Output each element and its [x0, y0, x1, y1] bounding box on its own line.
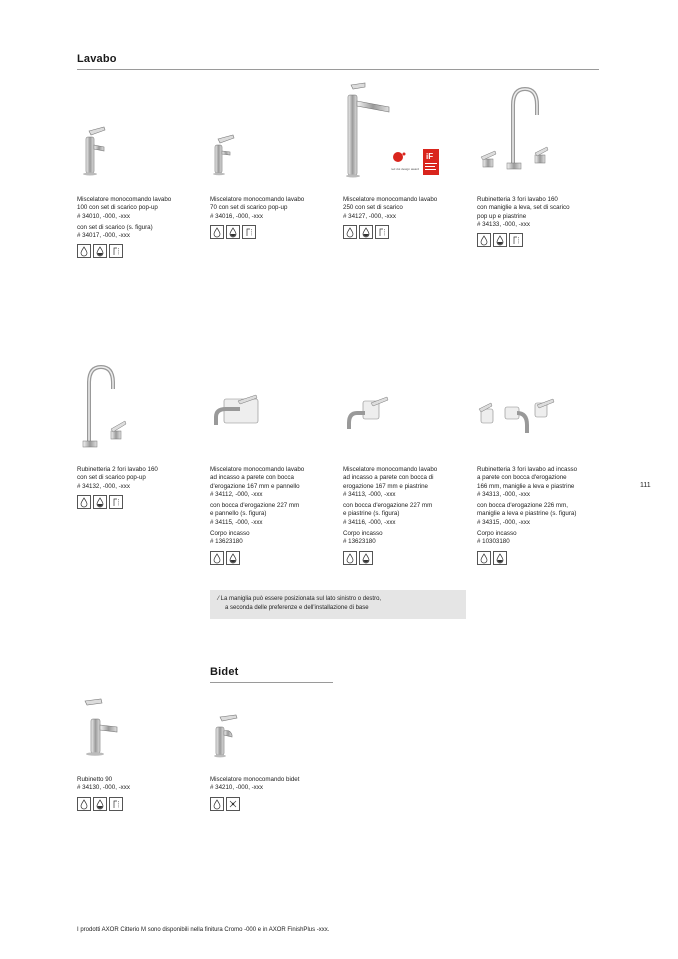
bidet-mixer-image — [210, 665, 338, 775]
wall-mounted-three-hole-image — [477, 355, 605, 465]
article-number: # 34113, -000, -xxx — [343, 490, 396, 498]
footer-note: I prodotti AXOR Citterio M sono disponibili nella finitura Cromo -000 e in AXOR FinishPlus -xxx. — [77, 927, 330, 933]
text-line: ad incasso a parete con bocca di — [343, 474, 434, 482]
red-dot-label: red dot design award — [391, 167, 420, 171]
spout-height-icon — [242, 225, 256, 239]
text-line: maniglie a leva e piastrine (s. figura) — [477, 510, 577, 518]
text-line: Rubinetteria 2 fori lavabo 160 — [77, 466, 158, 473]
spout-height-icon — [375, 225, 389, 239]
article-number: # 34010, -000, -xxx — [77, 212, 130, 220]
article-number: # 13623180 — [210, 538, 243, 546]
tap-90-image — [77, 665, 205, 775]
text-line: 250 con set di scarico — [343, 204, 403, 212]
text-line: Miscelatore monocomando lavabo — [343, 466, 438, 473]
page-number: 111 — [640, 482, 651, 489]
wall-mounted-mixer-plates-image — [343, 355, 471, 465]
red-dot-award-logo — [391, 150, 420, 174]
text-line: con set di scarico (s. figura) — [77, 223, 153, 231]
text-line: Miscelatore monocomando lavabo — [210, 466, 305, 473]
article-number: # 34127, -000, -xxx — [343, 212, 396, 220]
text-line: con bocca d'erogazione 227 mm — [343, 502, 433, 510]
article-number: # 34133, -000, -xxx — [477, 220, 530, 228]
text-line: e piastrine (s. figura) — [343, 510, 400, 518]
basin-mixer-70-image — [210, 85, 338, 195]
water-drop-icon — [477, 551, 491, 565]
text-line: 70 con set di scarico pop-up — [210, 204, 288, 212]
text-line: 166 mm, maniglie a leva e piastrine — [477, 482, 575, 490]
text-line: Corpo incasso — [343, 530, 383, 538]
article-number: # 34112, -000, -xxx — [210, 490, 263, 498]
two-hole-basin-mixer-image — [77, 355, 205, 465]
eco-smart-icon — [93, 797, 107, 811]
text-line: con bocca d'erogazione 227 mm — [210, 502, 300, 510]
water-drop-icon — [477, 233, 491, 247]
basin-mixer-250-image — [343, 85, 471, 195]
basin-mixer-100-image — [77, 85, 205, 195]
note-box — [210, 590, 466, 619]
article-number: # 34115, -000, -xxx — [210, 518, 263, 526]
eco-smart-icon — [493, 551, 507, 565]
article-number: # 34210, -000, -xxx — [210, 784, 263, 792]
water-drop-icon — [343, 551, 357, 565]
eco-smart-icon — [93, 244, 107, 258]
text-line: con maniglie a leva, set di scarico — [477, 204, 570, 212]
text-line: con bocca d'erogazione 226 mm, — [477, 502, 568, 510]
eco-smart-icon — [359, 225, 373, 239]
article-number: # 34017, -000, -xxx — [77, 232, 130, 240]
eco-smart-icon — [493, 233, 507, 247]
water-drop-icon — [77, 797, 91, 811]
water-drop-icon — [77, 495, 91, 509]
three-hole-basin-mixer-image — [477, 85, 605, 195]
article-number: # 34132, -000, -xxx — [77, 482, 130, 490]
text-line: Miscelatore monocomando lavabo — [77, 196, 172, 203]
text-line: Corpo incasso — [210, 530, 250, 538]
text-line: a parete con bocca d'erogazione — [477, 474, 567, 482]
article-number: # 13623180 — [343, 538, 376, 546]
water-drop-icon — [210, 551, 224, 565]
spout-height-icon — [109, 244, 123, 258]
spout-height-icon — [109, 495, 123, 509]
text-line: Rubinetteria 3 fori lavabo ad incasso — [477, 466, 578, 473]
section-title-lavabo: Lavabo — [77, 53, 117, 65]
eco-smart-icon — [226, 551, 240, 565]
article-number: # 34016, -000, -xxx — [210, 212, 263, 220]
section-title-bidet: Bidet — [210, 666, 239, 678]
water-drop-icon — [210, 797, 224, 811]
spray-icon — [226, 797, 240, 811]
spout-height-icon — [109, 797, 123, 811]
article-number: # 34313, -000, -xxx — [477, 490, 530, 498]
text-line: Miscelatore monocomando lavabo — [210, 196, 305, 203]
section-rule-lavabo — [77, 69, 599, 70]
eco-smart-icon — [359, 551, 373, 565]
eco-smart-icon — [226, 225, 240, 239]
note-line: ⁄ La maniglia può essere posizionata sul lato sinistro o destro, — [218, 596, 382, 602]
text-line: con set di scarico pop-up — [77, 474, 146, 482]
article-number: # 34116, -000, -xxx — [343, 518, 396, 526]
water-drop-icon — [77, 244, 91, 258]
text-line: pop up e piastrine — [477, 212, 527, 220]
text-line: Rubinetteria 3 fori lavabo 160 — [477, 196, 558, 203]
text-line: d'erogazione 167 mm e pannello — [210, 482, 300, 490]
text-line: erogazione 167 mm e piastrine — [343, 482, 428, 490]
note-line: a seconda delle preferenze e dell'installazione di base — [225, 604, 369, 611]
if-label: iF — [426, 152, 434, 161]
article-number: # 10303180 — [477, 538, 510, 546]
text-line: 100 con set di scarico pop-up — [77, 204, 158, 212]
text-line: Corpo incasso — [477, 530, 517, 538]
text-line: e pannello (s. figura) — [210, 510, 267, 518]
text-line: Miscelatore monocomando lavabo — [343, 196, 438, 203]
text-line: Rubinetto 90 — [77, 776, 113, 783]
article-number: # 34130, -000, -xxx — [77, 784, 130, 792]
if-award-logo — [423, 149, 439, 175]
wall-mounted-mixer-panel-image — [210, 355, 338, 465]
text-line: Miscelatore monocomando bidet — [210, 776, 300, 783]
eco-smart-icon — [93, 495, 107, 509]
water-drop-icon — [210, 225, 224, 239]
water-drop-icon — [343, 225, 357, 239]
text-line: ad incasso a parete con bocca — [210, 474, 294, 482]
article-number: # 34315, -000, -xxx — [477, 518, 530, 526]
spout-height-icon — [509, 233, 523, 247]
